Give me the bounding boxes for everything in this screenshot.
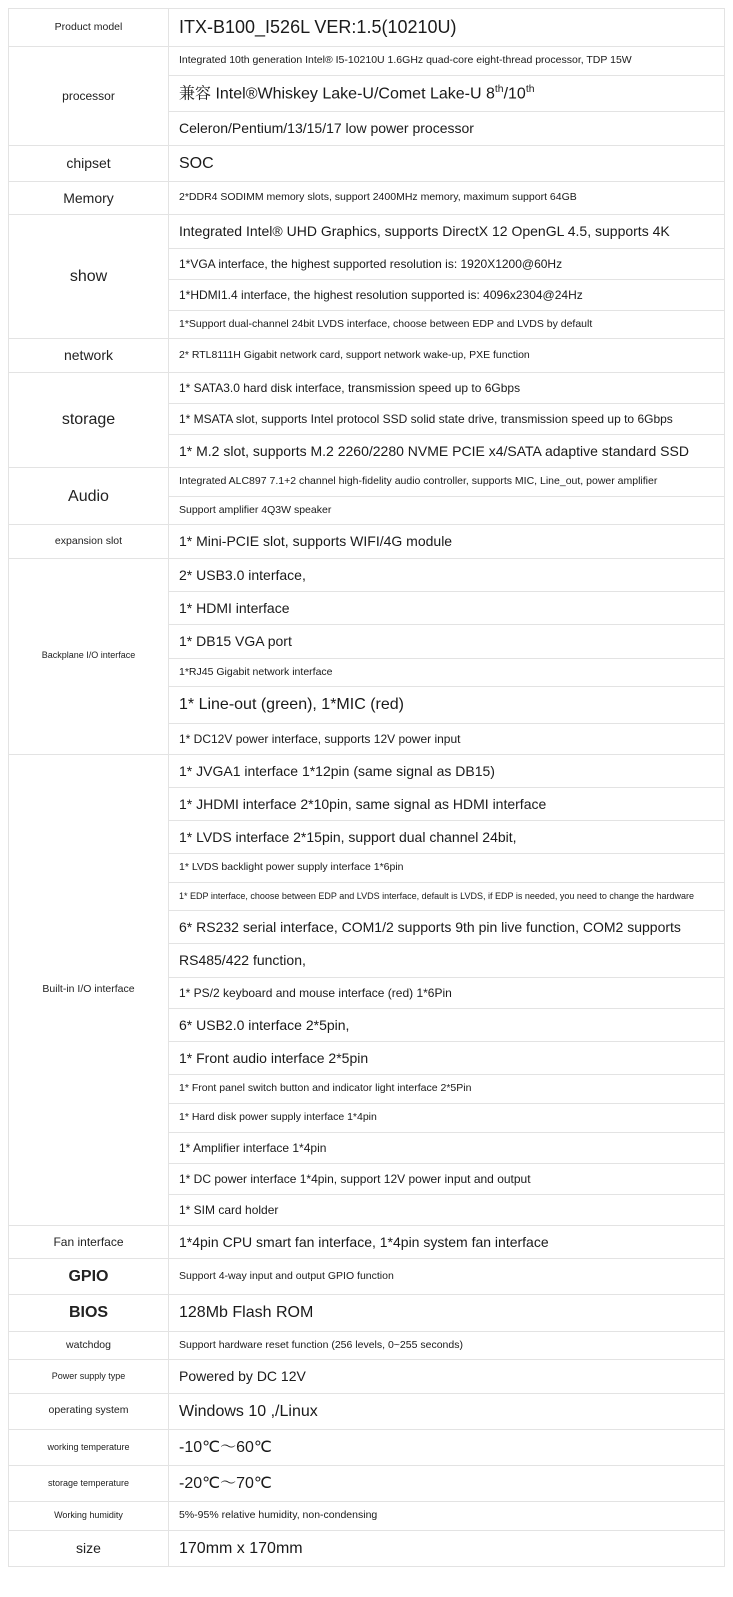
table-row	[9, 1429, 725, 1465]
spec-value-cell: 1* DC12V power interface, supports 12V power input	[169, 723, 725, 754]
table-row	[9, 215, 725, 248]
table-row	[9, 1225, 725, 1258]
spec-value-cell: 1* LVDS interface 2*15pin, support dual channel 24bit,	[169, 821, 725, 854]
spec-value-cell: 1* Amplifier interface 1*4pin	[169, 1132, 725, 1163]
table-row	[9, 1259, 725, 1295]
table-row	[9, 47, 725, 76]
table-row	[9, 1465, 725, 1501]
spec-value-cell: 1* DC power interface 1*4pin, support 12V power input and output	[169, 1163, 725, 1194]
spec-value-cell: 1* PS/2 keyboard and mouse interface (red) 1*6Pin	[169, 977, 725, 1008]
spec-value-cell: 170mm x 170mm	[169, 1530, 725, 1566]
specification-table	[8, 8, 725, 1567]
spec-value-cell: Support amplifier 4Q3W speaker	[169, 496, 725, 525]
table-row	[9, 145, 725, 181]
spec-label-cell: storage temperature	[9, 1465, 169, 1501]
spec-value-cell: 128Mb Flash ROM	[169, 1295, 725, 1331]
spec-value-cell: 1* MSATA slot, supports Intel protocol SSD solid state drive, transmission speed up to 6Gbps	[169, 403, 725, 434]
spec-label-cell: operating system	[9, 1393, 169, 1429]
spec-label-cell: Memory	[9, 181, 169, 214]
specification-table-body	[9, 9, 725, 1567]
spec-value-cell: 1*RJ45 Gigabit network interface	[169, 658, 725, 687]
spec-value-cell: 1* Front audio interface 2*5pin	[169, 1042, 725, 1075]
spec-value-cell: 5%-95% relative humidity, non-condensing	[169, 1502, 725, 1531]
spec-value-cell: 6* USB2.0 interface 2*5pin,	[169, 1008, 725, 1041]
spec-value-cell: 1*HDMI1.4 interface, the highest resolution supported is: 4096x2304@24Hz	[169, 279, 725, 310]
spec-value-cell: 2* USB3.0 interface,	[169, 558, 725, 591]
spec-label-cell: storage	[9, 372, 169, 467]
spec-value-cell: Integrated Intel® UHD Graphics, supports DirectX 12 OpenGL 4.5, supports 4K	[169, 215, 725, 248]
spec-value-cell: 1* EDP interface, choose between EDP and LVDS interface, default is LVDS, if EDP is needed, you need to change the hardware	[169, 883, 725, 911]
table-row	[9, 1360, 725, 1393]
spec-value-cell: SOC	[169, 145, 725, 181]
spec-label-cell: Backplane I/O interface	[9, 558, 169, 754]
spec-value-cell: 1* Mini-PCIE slot, supports WIFI/4G module	[169, 525, 725, 558]
spec-label-cell: GPIO	[9, 1259, 169, 1295]
spec-label-cell: show	[9, 215, 169, 339]
spec-value-cell: Powered by DC 12V	[169, 1360, 725, 1393]
table-row	[9, 9, 725, 47]
table-row	[9, 372, 725, 403]
spec-value-cell: 6* RS232 serial interface, COM1/2 supports 9th pin live function, COM2 supports	[169, 911, 725, 944]
spec-label-cell: size	[9, 1530, 169, 1566]
spec-label-cell: processor	[9, 47, 169, 146]
spec-value-cell: 1* Front panel switch button and indicator light interface 2*5Pin	[169, 1075, 725, 1104]
spec-label-cell: Built-in I/O interface	[9, 754, 169, 1225]
table-row	[9, 558, 725, 591]
spec-label-cell: BIOS	[9, 1295, 169, 1331]
spec-value-cell: 1* SATA3.0 hard disk interface, transmission speed up to 6Gbps	[169, 372, 725, 403]
spec-value-cell: -10℃～60℃	[169, 1429, 725, 1465]
spec-value-cell: Celeron/Pentium/13/15/17 low power processor	[169, 112, 725, 145]
spec-value-cell: 1* JHDMI interface 2*10pin, same signal as HDMI interface	[169, 787, 725, 820]
spec-value-cell: Support 4-way input and output GPIO function	[169, 1259, 725, 1295]
spec-label-cell: watchdog	[9, 1331, 169, 1360]
table-row	[9, 181, 725, 214]
spec-label-cell: Audio	[9, 467, 169, 525]
table-row	[9, 1295, 725, 1331]
table-row	[9, 1502, 725, 1531]
spec-value-cell: RS485/422 function,	[169, 944, 725, 977]
spec-value-cell: 1* JVGA1 interface 1*12pin (same signal as DB15)	[169, 754, 725, 787]
table-row	[9, 339, 725, 372]
table-row	[9, 754, 725, 787]
spec-value-cell: 2*DDR4 SODIMM memory slots, support 2400MHz memory, maximum support 64GB	[169, 181, 725, 214]
spec-value-cell: 1* HDMI interface	[169, 591, 725, 624]
table-row	[9, 525, 725, 558]
spec-label-cell: expansion slot	[9, 525, 169, 558]
spec-value-cell: 1*Support dual-channel 24bit LVDS interface, choose between EDP and LVDS by default	[169, 310, 725, 339]
spec-label-cell: Working humidity	[9, 1502, 169, 1531]
spec-value-cell: 1* Line-out (green), 1*MIC (red)	[169, 687, 725, 723]
table-row	[9, 467, 725, 496]
spec-value-cell: Integrated 10th generation Intel® I5-10210U 1.6GHz quad-core eight-thread processor, TDP 15W	[169, 47, 725, 76]
spec-value-cell: 1* M.2 slot, supports M.2 2260/2280 NVME PCIE x4/SATA adaptive standard SSD	[169, 434, 725, 467]
table-row	[9, 1530, 725, 1566]
spec-label-cell: Fan interface	[9, 1225, 169, 1258]
spec-value-cell: 1* LVDS backlight power supply interface 1*6pin	[169, 854, 725, 883]
spec-value-cell: Support hardware reset function (256 levels, 0~255 seconds)	[169, 1331, 725, 1360]
spec-value-cell: Windows 10 ,/Linux	[169, 1393, 725, 1429]
spec-value-cell: 1* DB15 VGA port	[169, 625, 725, 658]
spec-value-cell: 1*VGA interface, the highest supported resolution is: 1920X1200@60Hz	[169, 248, 725, 279]
table-row	[9, 1393, 725, 1429]
spec-value-cell: ITX-B100_I526L VER:1.5(10210U)	[169, 9, 725, 47]
spec-label-cell: chipset	[9, 145, 169, 181]
spec-value-cell: 2* RTL8111H Gigabit network card, support network wake-up, PXE function	[169, 339, 725, 372]
table-row	[9, 1331, 725, 1360]
spec-value-cell: -20℃～70℃	[169, 1465, 725, 1501]
spec-label-cell: network	[9, 339, 169, 372]
spec-value-cell: 1* Hard disk power supply interface 1*4pin	[169, 1104, 725, 1133]
spec-value-cell: 1*4pin CPU smart fan interface, 1*4pin system fan interface	[169, 1225, 725, 1258]
spec-value-cell: Integrated ALC897 7.1+2 channel high-fidelity audio controller, supports MIC, Line_out, power amplifier	[169, 467, 725, 496]
spec-value-cell: 1* SIM card holder	[169, 1194, 725, 1225]
spec-label-cell: Power supply type	[9, 1360, 169, 1393]
spec-label-cell: working temperature	[9, 1429, 169, 1465]
spec-value-cell: 兼容 Intel®Whiskey Lake-U/Comet Lake-U 8th/10th	[169, 75, 725, 112]
spec-label-cell: Product model	[9, 9, 169, 47]
